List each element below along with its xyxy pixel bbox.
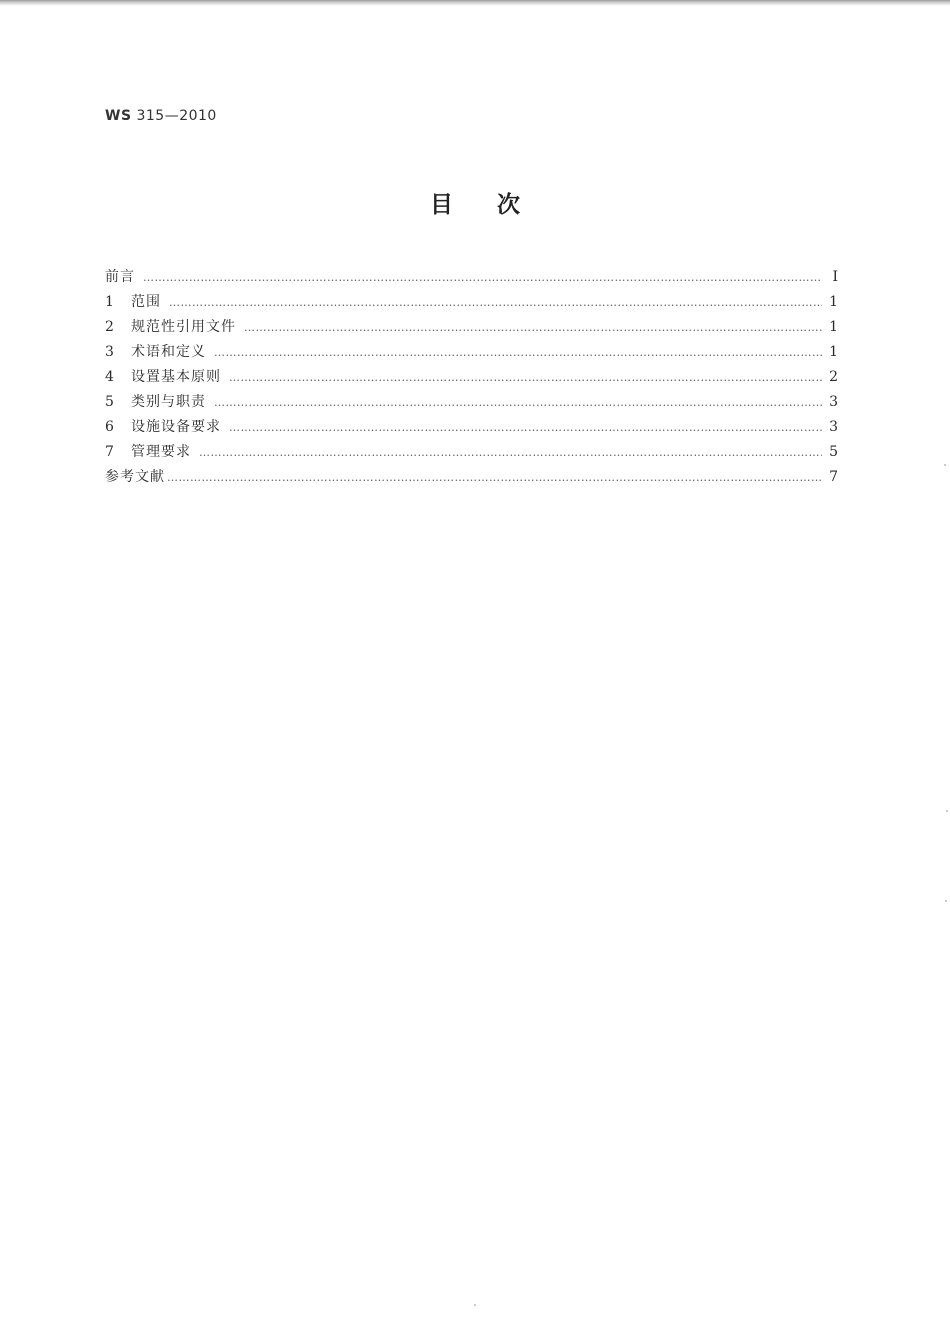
toc-entry-page: 1 [829,294,838,310]
toc-leader-dots [214,340,822,365]
toc-entry-page: 2 [829,369,838,385]
document-code-number: 315—2010 [136,108,217,124]
scan-speck [474,1304,476,1306]
toc-entry-basic-principles[interactable] [105,365,838,390]
toc-leader-dots [229,365,822,390]
toc-leader-dots [169,290,822,315]
toc-leader-dots [167,465,822,490]
toc-leader-dots [244,315,822,340]
toc-leader-dots [214,390,822,415]
toc-entry-number: 5 [105,394,114,410]
toc-entry-text: 参考文献 [105,469,165,485]
toc-entry-text: 设施设备要求 [131,419,221,435]
toc-entry-number: 7 [105,444,114,460]
toc-entry-number: 2 [105,319,114,335]
toc-entry-facility-requirements[interactable] [105,415,838,440]
toc-entry-page: 5 [829,444,838,460]
toc-entry-page: 1 [829,344,838,360]
toc-leader-dots [229,415,822,440]
toc-leader-dots [143,265,822,290]
toc-entry-page: 7 [829,469,838,485]
toc-entry-categories-duties[interactable] [105,390,838,415]
toc-entry-page: 3 [829,419,838,435]
toc-title: 目次 [430,192,564,218]
toc-entry-management-requirements[interactable] [105,440,838,465]
toc-entry-text: 前言 [105,269,135,285]
scan-edge [0,0,950,6]
toc-entry-page: 1 [829,319,838,335]
scan-speck [946,810,948,812]
toc-entry-bibliography[interactable] [105,465,838,490]
toc-entry-preface[interactable] [105,265,838,290]
toc-entry-terms-definitions[interactable] [105,340,838,365]
toc-entry-text: 术语和定义 [131,344,206,360]
toc-entry-text: 范围 [131,294,161,310]
document-code [105,108,217,124]
toc-entry-number: 6 [105,419,114,435]
document-code-prefix: WS [105,108,132,124]
toc-entry-text: 规范性引用文件 [131,319,236,335]
toc-list [105,265,838,490]
toc-entry-normative-references[interactable] [105,315,838,340]
toc-entry-page: I [832,269,838,285]
toc-entry-number: 1 [105,294,114,310]
toc-entry-number: 3 [105,344,114,360]
toc-leader-dots [199,440,822,465]
toc-entry-text: 类别与职责 [131,394,206,410]
toc-entry-text: 设置基本原则 [131,369,221,385]
scan-speck [944,464,946,466]
toc-entry-scope[interactable] [105,290,838,315]
toc-entry-text: 管理要求 [131,444,191,460]
scan-speck [945,900,947,902]
toc-entry-number: 4 [105,369,114,385]
toc-entry-page: 3 [829,394,838,410]
